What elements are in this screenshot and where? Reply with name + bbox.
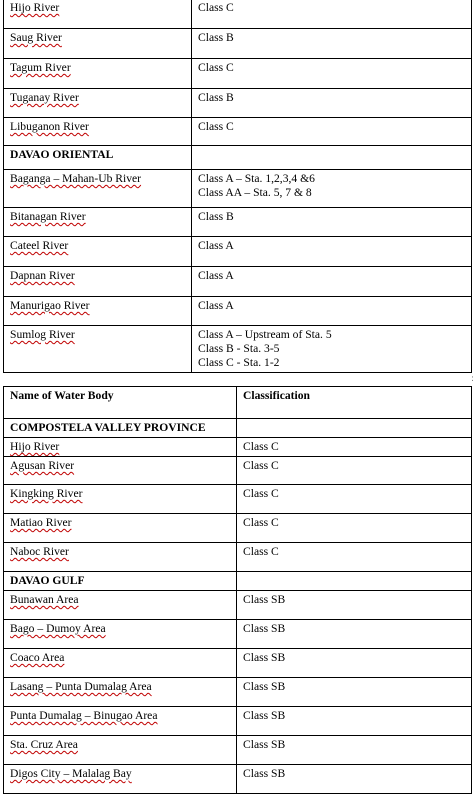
classification: Class B [192, 29, 472, 59]
classification: Class SB [237, 649, 472, 678]
section-heading: COMPOSTELA VALLEY PROVINCE [4, 419, 237, 438]
water-body-name: Digos City – Malalag Bay [4, 765, 237, 794]
classification [237, 419, 472, 438]
classification-table [3, 386, 472, 794]
water-body-name: Sta. Cruz Area [4, 736, 237, 765]
table-row [4, 89, 472, 118]
water-body-name: Bago – Dumoy Area [4, 620, 237, 649]
section-row [4, 419, 472, 438]
classification: Class C [192, 0, 472, 29]
table-row [4, 736, 472, 765]
classification: Class A – Upstream of Sta. 5 Class B - Sta. 3-5 Class C - Sta. 1-2 [192, 326, 472, 373]
table-row [4, 649, 472, 678]
water-body-name: Saug River [4, 29, 192, 59]
table-row [4, 237, 472, 267]
classification [192, 146, 472, 170]
table-row [4, 707, 472, 736]
table-row [4, 170, 472, 208]
water-body-name: Agusan River [4, 457, 237, 485]
column-header-classification: Classification [237, 387, 472, 419]
table-row [4, 267, 472, 297]
table-row [4, 514, 472, 543]
classification: Class A [192, 267, 472, 297]
table-row [4, 485, 472, 514]
section-heading: DAVAO GULF [4, 572, 237, 591]
table-row [4, 457, 472, 485]
section-row [4, 572, 472, 591]
water-body-name: Manurigao River [4, 297, 192, 326]
table-row [4, 543, 472, 572]
table-row [4, 765, 472, 794]
water-body-name: Hijo River [4, 438, 237, 457]
classification: Class C [237, 485, 472, 514]
water-body-name: Libuganon River [4, 118, 192, 146]
table-row [4, 297, 472, 326]
water-body-name: Kingking River [4, 485, 237, 514]
table-row [4, 59, 472, 89]
classification: Class SB [237, 678, 472, 707]
classification: Class B [192, 208, 472, 237]
table-row [4, 591, 472, 620]
classification: Class A [192, 237, 472, 267]
classification: Class C [237, 457, 472, 485]
table-row [4, 118, 472, 146]
classification: Class C [237, 514, 472, 543]
classification: Class C [237, 438, 472, 457]
table-header-row [4, 387, 472, 419]
classification [237, 572, 472, 591]
classification: Class SB [237, 707, 472, 736]
water-body-name: Bunawan Area [4, 591, 237, 620]
column-header-name: Name of Water Body [4, 387, 237, 419]
water-body-name: Coaco Area [4, 649, 237, 678]
section-row [4, 146, 472, 170]
classification: Class SB [237, 765, 472, 794]
water-body-name: Lasang – Punta Dumalag Area [4, 678, 237, 707]
table-row [4, 208, 472, 237]
section-heading: DAVAO ORIENTAL [4, 146, 192, 170]
water-body-name: Matiao River [4, 514, 237, 543]
classification: Class C [237, 543, 472, 572]
classification: Class SB [237, 620, 472, 649]
classification-table-continued [3, 0, 472, 373]
table-row [4, 678, 472, 707]
table-row [4, 620, 472, 649]
classification: Class A [192, 297, 472, 326]
classification: Class SB [237, 736, 472, 765]
classification: Class A – Sta. 1,2,3,4 &6 Class AA – Sta. 5, 7 & 8 [192, 170, 472, 208]
water-body-name: Cateel River [4, 237, 192, 267]
water-body-name: Hijo River [4, 0, 192, 29]
water-body-name: Sumlog River [4, 326, 192, 373]
table-row [4, 0, 472, 29]
water-body-name: Bitanagan River [4, 208, 192, 237]
water-body-name: Dapnan River [4, 267, 192, 297]
water-body-name: Punta Dumalag – Binugao Area [4, 707, 237, 736]
water-body-name: Tagum River [4, 59, 192, 89]
classification: Class B [192, 89, 472, 118]
water-body-name: Baganga – Mahan-Ub River [4, 170, 192, 208]
water-body-name: Tuganay River [4, 89, 192, 118]
table-row [4, 326, 472, 373]
classification: Class C [192, 118, 472, 146]
table-row [4, 29, 472, 59]
classification: Class SB [237, 591, 472, 620]
table-row [4, 438, 472, 457]
water-body-name: Naboc River [4, 543, 237, 572]
classification: Class C [192, 59, 472, 89]
edge-mark: : [471, 374, 474, 384]
